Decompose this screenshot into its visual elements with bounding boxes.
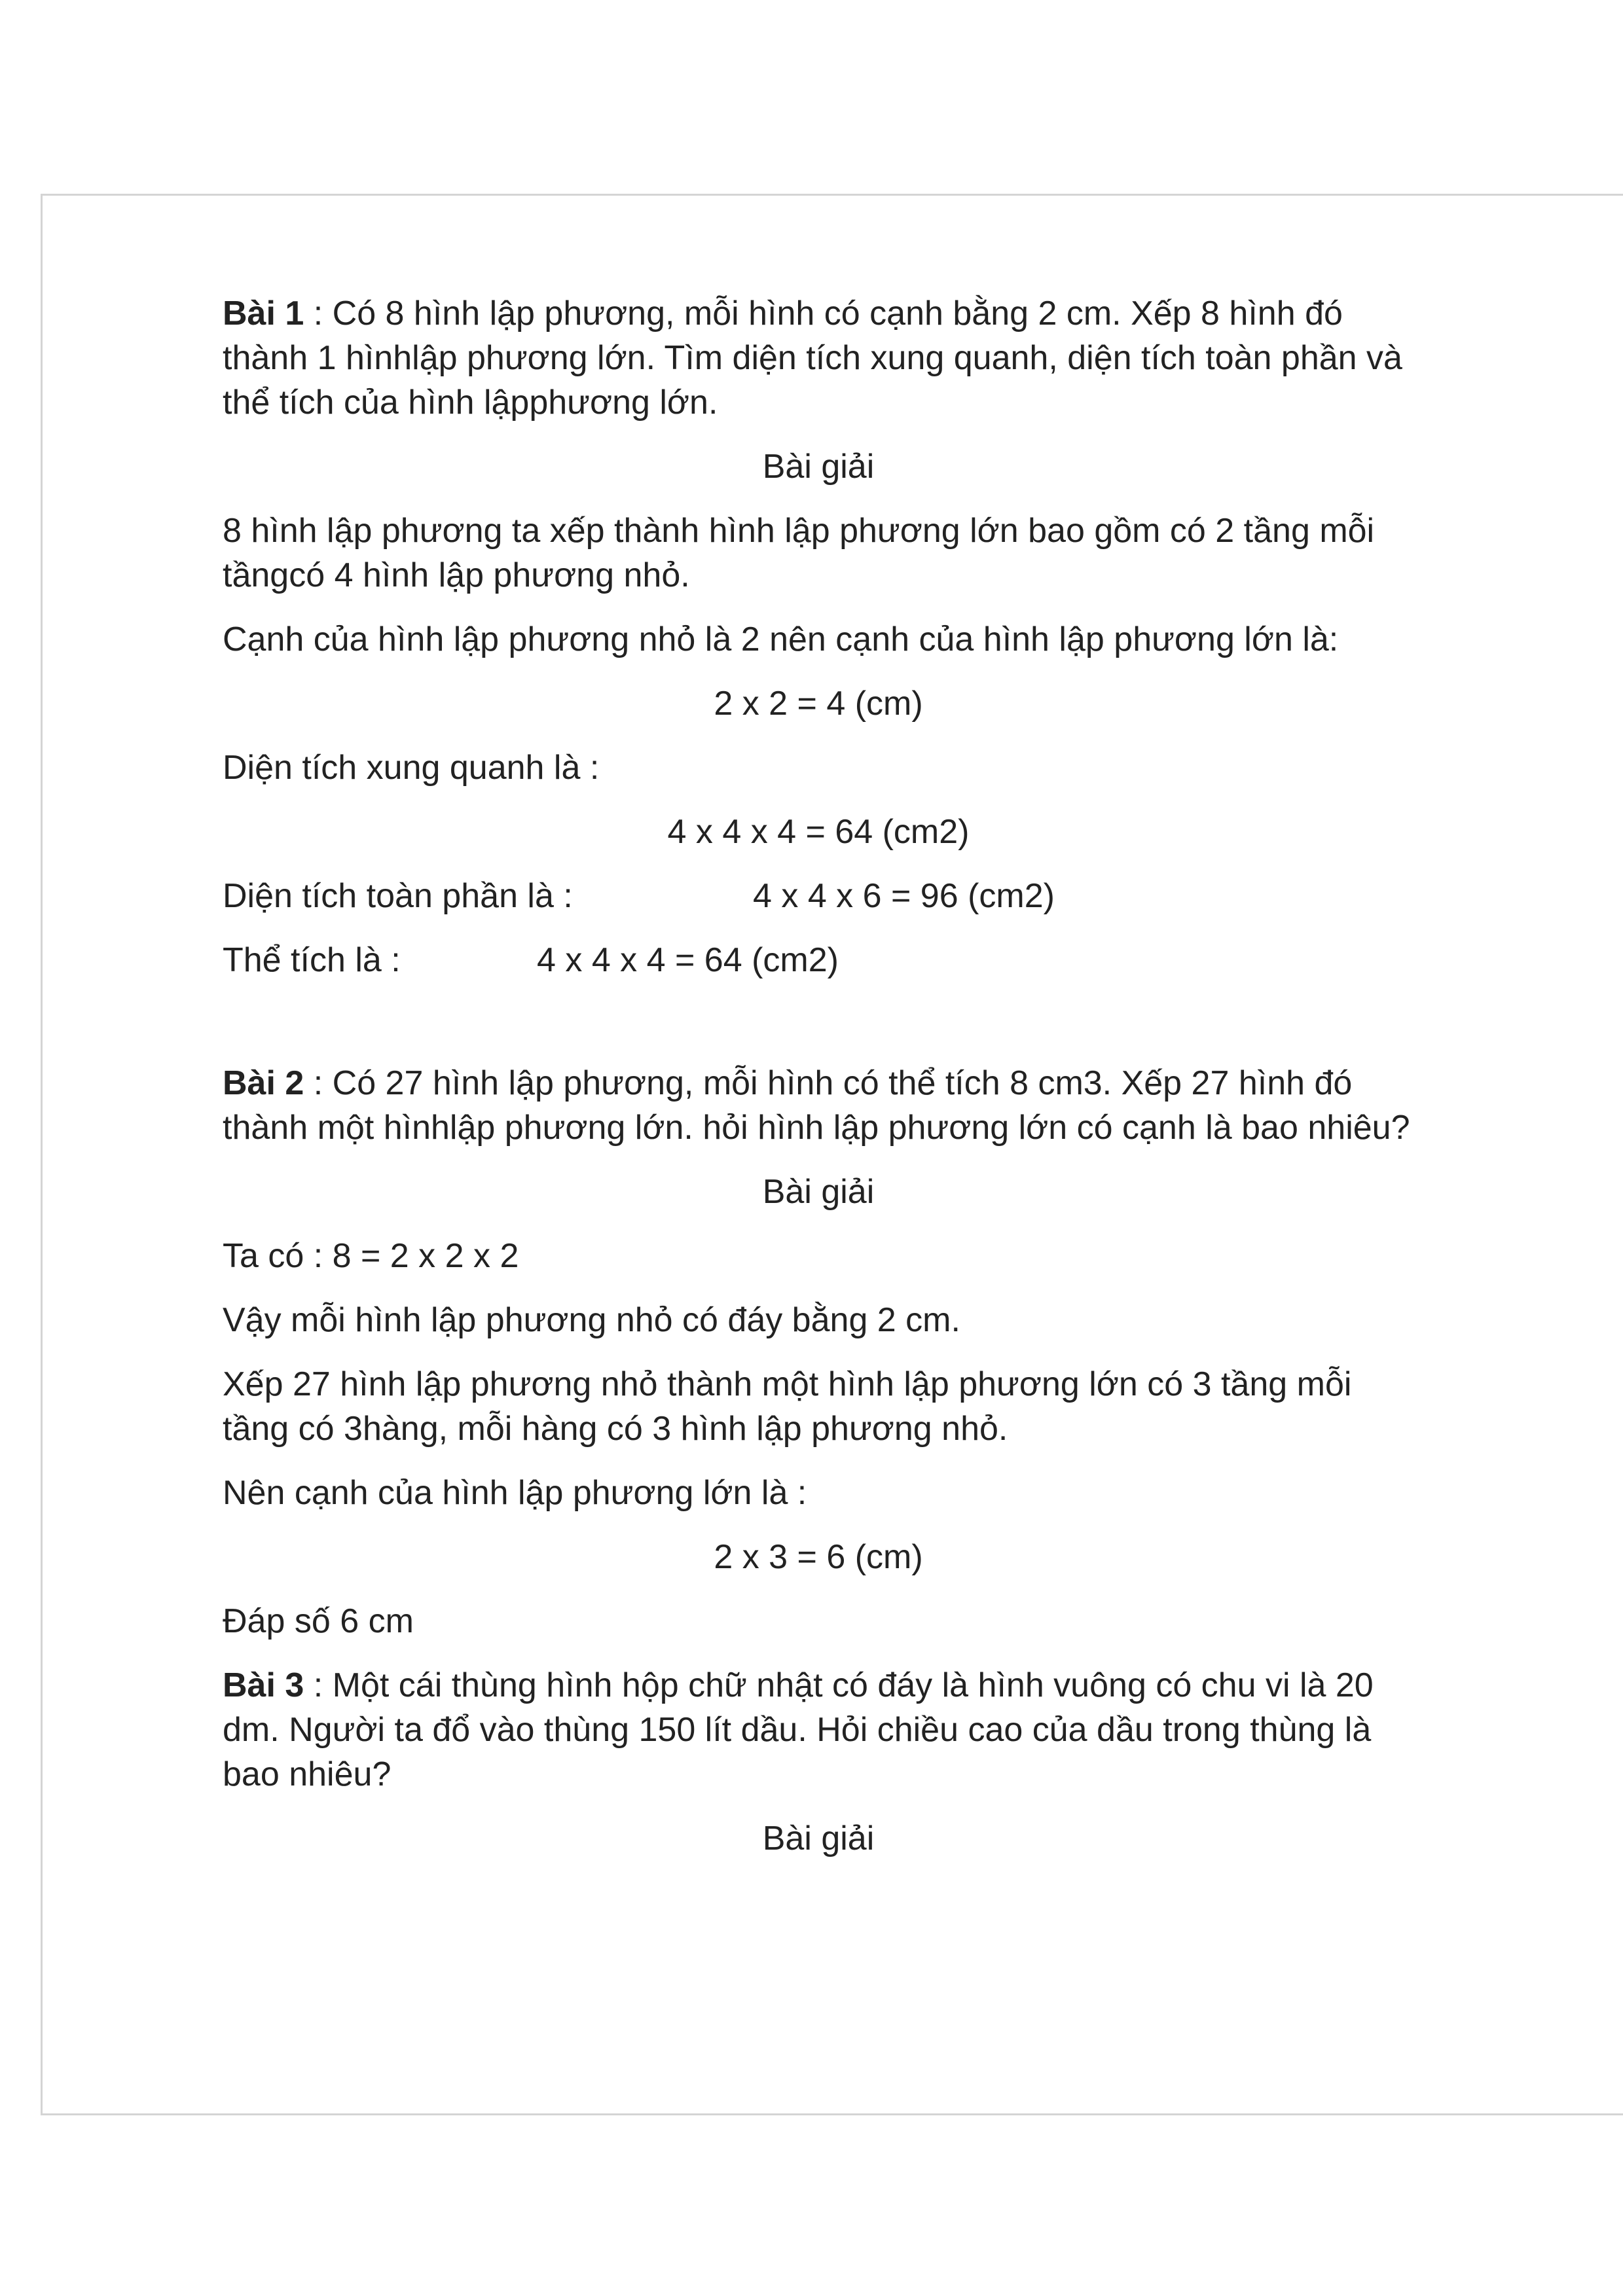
bai2-label: Bài 2 bbox=[223, 1064, 304, 1102]
bai3-question-text: : Một cái thùng hình hộp chữ nhật có đáy là hình vuông có chu vi là 20 dm. Người ta đổ vào thùng 150 lít dầu. Hỏi chiều cao của dầu trong thùng là bao nhiêu? bbox=[223, 1666, 1374, 1793]
bai2-line1: Ta có : 8 = 2 x 2 x 2 bbox=[223, 1237, 519, 1275]
bai2-line4: Nên cạnh của hình lập phương lớn là : bbox=[223, 1474, 807, 1512]
bai2-line2: Vậy mỗi hình lập phương nhỏ có đáy bằng 2 cm. bbox=[223, 1301, 960, 1339]
bai1-calc2: 4 x 4 x 4 = 64 (cm2) bbox=[667, 813, 970, 851]
bai1-line3: Diện tích xung quanh là : bbox=[223, 749, 600, 787]
bai3-solution-heading: Bài giải bbox=[762, 1820, 875, 1857]
bai3-label: Bài 3 bbox=[223, 1666, 304, 1704]
bai2-solution-heading: Bài giải bbox=[762, 1173, 875, 1211]
bai2-answer: Đáp số 6 cm bbox=[223, 1602, 414, 1640]
document-body bbox=[223, 291, 1414, 1880]
bai1-question bbox=[223, 291, 1414, 425]
bai2-question bbox=[223, 1061, 1414, 1150]
bai1-question-text: : Có 8 hình lập phương, mỗi hình có cạnh bằng 2 cm. Xếp 8 hình đó thành 1 hìnhlập phương lớn. Tìm diện tích xung quanh, diện tích toàn phần và thể tích của hình lậpphương lớn. bbox=[223, 295, 1402, 422]
bai1-line4-label: Diện tích toàn phần là : bbox=[223, 877, 573, 915]
bai2-line3: Xếp 27 hình lập phương nhỏ thành một hình lập phương lớn có 3 tầng mỗi tầng có 3hàng, mỗi hàng có 3 hình lập phương nhỏ. bbox=[223, 1365, 1352, 1448]
bai1-line4 bbox=[223, 874, 1414, 918]
spacer bbox=[223, 1002, 1414, 1061]
bai1-solution-heading: Bài giải bbox=[762, 448, 875, 486]
bai1-line2: Cạnh của hình lập phương nhỏ là 2 nên cạnh của hình lập phương lớn là: bbox=[223, 620, 1339, 658]
bai3-question bbox=[223, 1663, 1414, 1797]
bai1-line4-calc: 4 x 4 x 6 = 96 (cm2) bbox=[753, 877, 1055, 915]
bai1-line5 bbox=[223, 938, 1414, 982]
bai2-calc1: 2 x 3 = 6 (cm) bbox=[714, 1538, 923, 1576]
bai1-line5-label: Thể tích là : bbox=[223, 941, 401, 979]
bai1-calc1: 2 x 2 = 4 (cm) bbox=[714, 685, 923, 723]
bai1-line1: 8 hình lập phương ta xếp thành hình lập phương lớn bao gồm có 2 tầng mỗi tầngcó 4 hình lập phương nhỏ. bbox=[223, 512, 1375, 594]
bai2-question-text: : Có 27 hình lập phương, mỗi hình có thể tích 8 cm3. Xếp 27 hình đó thành một hìnhlập phương lớn. hỏi hình lập phương lớn có cạnh là bao nhiêu? bbox=[223, 1064, 1410, 1147]
bai1-line5-calc: 4 x 4 x 4 = 64 (cm2) bbox=[537, 941, 839, 979]
bai1-label: Bài 1 bbox=[223, 295, 304, 332]
